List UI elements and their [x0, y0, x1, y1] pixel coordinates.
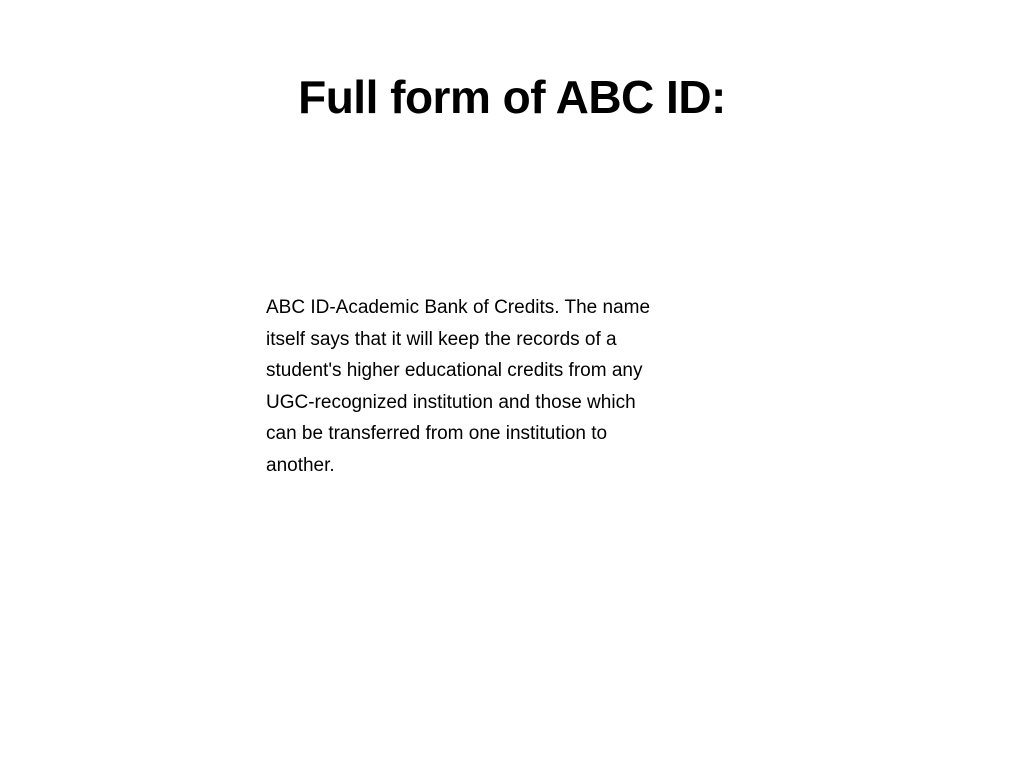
body-line: student's higher educational credits from any [266, 360, 643, 381]
body-line: another. [266, 454, 335, 476]
slide-title: Full form of ABC ID: [298, 71, 726, 123]
body-line: itself says that it will keep the records of a [266, 328, 617, 350]
slide-body-text [266, 292, 752, 481]
body-line: UGC-recognized institution and those which [266, 391, 636, 413]
body-line: can be transferred from one institution to [266, 423, 608, 444]
body-line: ABC ID-Academic Bank of Credits. The name [266, 297, 651, 318]
